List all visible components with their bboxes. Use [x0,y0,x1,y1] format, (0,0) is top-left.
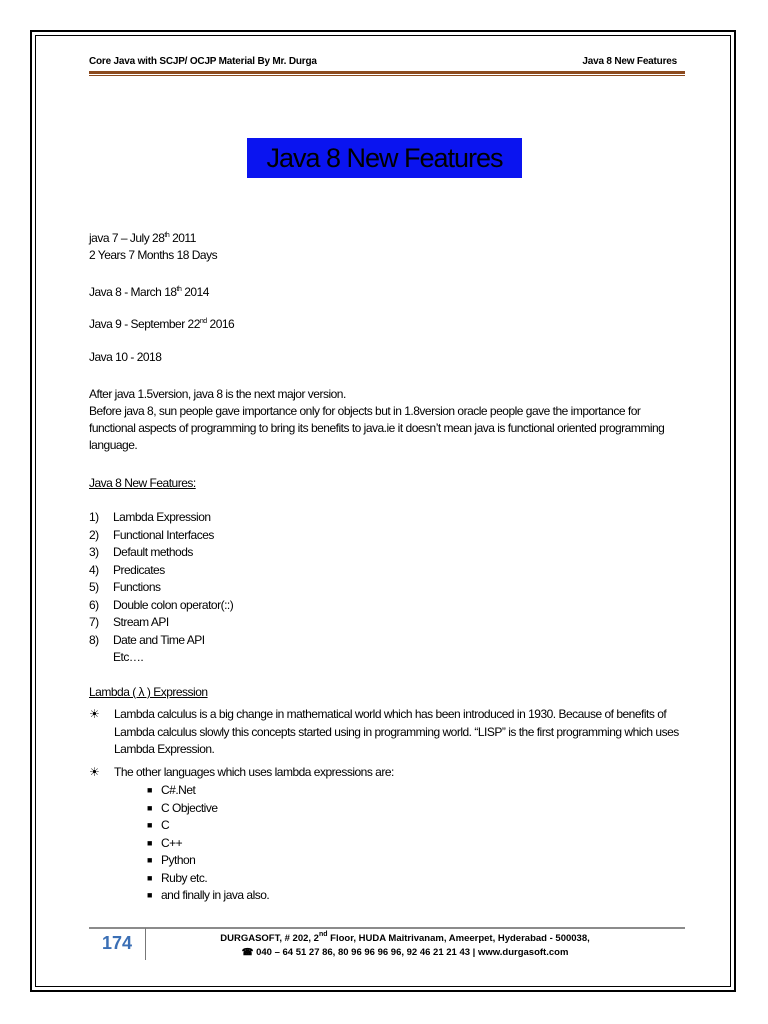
list-item: 5) Functions [89,580,161,594]
square-bullet-icon: ■ [147,820,152,830]
list-item: 4) Predicates [89,562,165,577]
intro-line: After java 1.5version, java 8 is the next major version. [89,387,346,401]
list-item: 7) Stream API [89,615,169,629]
list-item: 6) Double colon operator(::) [89,597,234,612]
running-header [89,56,677,67]
footer-rule [89,927,685,929]
bullet-lambda-calculus: ☀ Lambda calculus is a big change in mathematical world which has been introduced in 1930. Because of benefits of Lambda calculus slowly this concepts started using in programming world. “LISP” is the first programming which uses Lambda Expression. [89,707,679,756]
list-item: ■ C [147,817,269,835]
header-left: Core Java with SCJP/ OCJP Material By Mr. Durga [89,56,317,67]
timeline-java8: Java 8 - March 18th 2014 [89,285,209,299]
timeline-java9: Java 9 - September 22nd 2016 [89,317,235,331]
footer-line-1: DURGASOFT, # 202, 2nd Floor, HUDA Maitrivanam, Ameerpet, Hyderabad - 500038, [220,931,590,944]
square-bullet-icon: ■ [147,855,152,865]
footer-address [160,932,650,960]
list-item: ■ C Objective [147,800,269,818]
page-number: 174 [89,928,146,960]
square-bullet-icon: ■ [147,890,152,900]
lambda-heading: Lambda ( λ ) Expression [89,685,208,699]
square-bullet-icon: ■ [147,785,152,795]
features-heading: Java 8 New Features: [89,476,196,490]
features-list [89,509,233,667]
square-bullet-icon: ■ [147,837,152,848]
header-right: Java 8 New Features [582,56,677,67]
list-item: ■ Python [147,852,269,870]
sun-icon: ☀ [89,765,100,779]
square-bullet-icon: ■ [147,872,152,883]
header-rule-thin [89,75,685,76]
timeline-gap: 2 Years 7 Months 18 Days [89,248,218,262]
list-item: 1) Lambda Expression [89,510,211,524]
list-item: ■ and finally in java also. [147,887,269,905]
list-item: 2) Functional Interfaces [89,527,214,542]
timeline-java10: Java 10 - 2018 [89,350,162,364]
timeline-java7: java 7 – July 28th 2011 [89,231,196,245]
list-item: ■ C++ [147,835,269,853]
header-rule [89,71,685,74]
list-item: ■ Ruby etc. [147,870,269,888]
languages-list [147,782,269,905]
bullet-other-languages: ☀ The other languages which uses lambda expressions are: [89,764,684,782]
sun-icon: ☀ [89,707,100,721]
intro-paragraph: Before java 8, sun people gave importance only for objects but in 1.8version oracle people gave the importance for functional aspects of programming to bring its benefits to java.ie it doesn’t mean java is functional oriented programming language. [89,404,665,452]
list-item: Etc…. [113,650,144,664]
page-title: Java 8 New Features [247,138,522,178]
list-item: 3) Default methods [89,545,193,559]
list-item: 8) Date and Time API [89,632,205,647]
footer-line-2: ☎ 040 – 64 51 27 86, 80 96 96 96 96, 92 46 21 21 43 | www.durgasoft.com [241,947,569,958]
square-bullet-icon: ■ [147,802,152,813]
list-item: ■ C#.Net [147,782,269,800]
